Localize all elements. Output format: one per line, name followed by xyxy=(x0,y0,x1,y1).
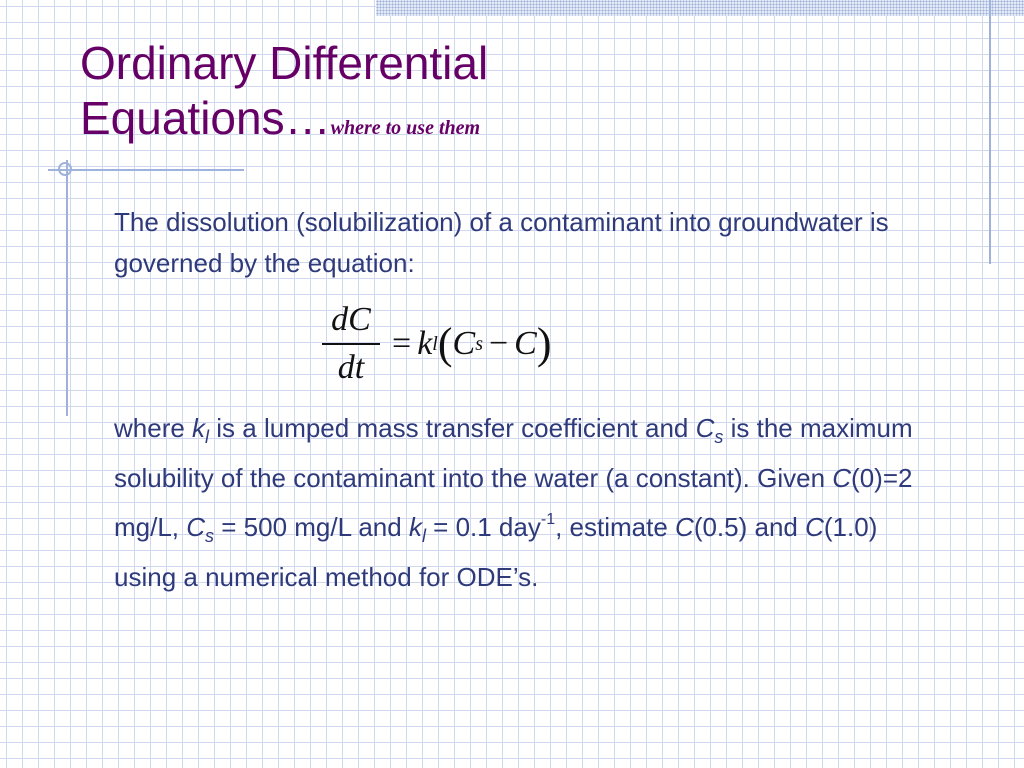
decorative-left-rule xyxy=(66,160,68,416)
intro-paragraph: The dissolution (solubilization) of a contaminant into groundwater is governed by the equation: xyxy=(114,207,889,278)
exponent: -1 xyxy=(540,511,556,528)
text-segment: , estimate xyxy=(555,512,676,542)
fraction-numerator: dC xyxy=(331,301,371,338)
k-symbol-inline: k xyxy=(192,413,206,443)
cs-symbol: C xyxy=(452,325,476,362)
slide-title xyxy=(80,36,488,156)
explanation-paragraph xyxy=(114,408,934,598)
c-symbol-inline: C xyxy=(675,512,694,542)
k-subscript: l xyxy=(432,332,438,355)
ode-equation xyxy=(322,300,552,388)
fraction-denominator: dt xyxy=(337,349,365,386)
cs-subscript-inline: s xyxy=(714,427,724,447)
decorative-circle-icon xyxy=(58,162,72,176)
fraction-bar xyxy=(322,343,380,345)
title-subtitle: where to use them xyxy=(330,117,481,139)
text-segment: is a lumped mass transfer coefficient and xyxy=(209,413,696,443)
text-segment: (0.5) and xyxy=(693,512,806,542)
text-segment: where xyxy=(114,413,193,443)
derivative-fraction xyxy=(322,300,380,388)
decorative-right-rule xyxy=(989,0,991,264)
cs-symbol-inline: C xyxy=(695,413,715,443)
cs-subscript-inline: s xyxy=(205,526,215,546)
k-symbol: k xyxy=(417,325,433,362)
open-paren: ( xyxy=(437,319,453,368)
k-subscript-inline: l xyxy=(421,526,426,546)
title-line-1: Ordinary Differential xyxy=(80,37,489,89)
decorative-top-strip xyxy=(376,0,1024,16)
decorative-horizontal-rule xyxy=(48,169,244,171)
cs-subscript: s xyxy=(475,332,483,355)
close-paren: ) xyxy=(536,319,552,368)
minus-sign: − xyxy=(488,325,509,362)
c-symbol: C xyxy=(514,325,537,362)
text-segment: = 0.1 day xyxy=(425,512,541,542)
c-symbol-inline: C xyxy=(832,463,852,493)
equation-right-side xyxy=(386,319,552,368)
text-segment: (0)=2 mg/L, xyxy=(114,463,913,542)
equals-sign: = xyxy=(392,325,412,362)
k-symbol-inline: k xyxy=(408,512,422,542)
text-segment: (1.0) using a numerical method for ODE’s. xyxy=(114,512,878,592)
k-subscript-inline: l xyxy=(205,427,210,447)
text-segment: = 500 mg/L and xyxy=(214,512,409,542)
title-line-2: Equations… xyxy=(80,92,331,144)
cs-symbol-inline: C xyxy=(186,512,206,542)
text-segment: is the maximum solubility of the contaminant into the water (a constant). Given xyxy=(114,413,913,493)
c-symbol-inline: C xyxy=(805,512,824,542)
